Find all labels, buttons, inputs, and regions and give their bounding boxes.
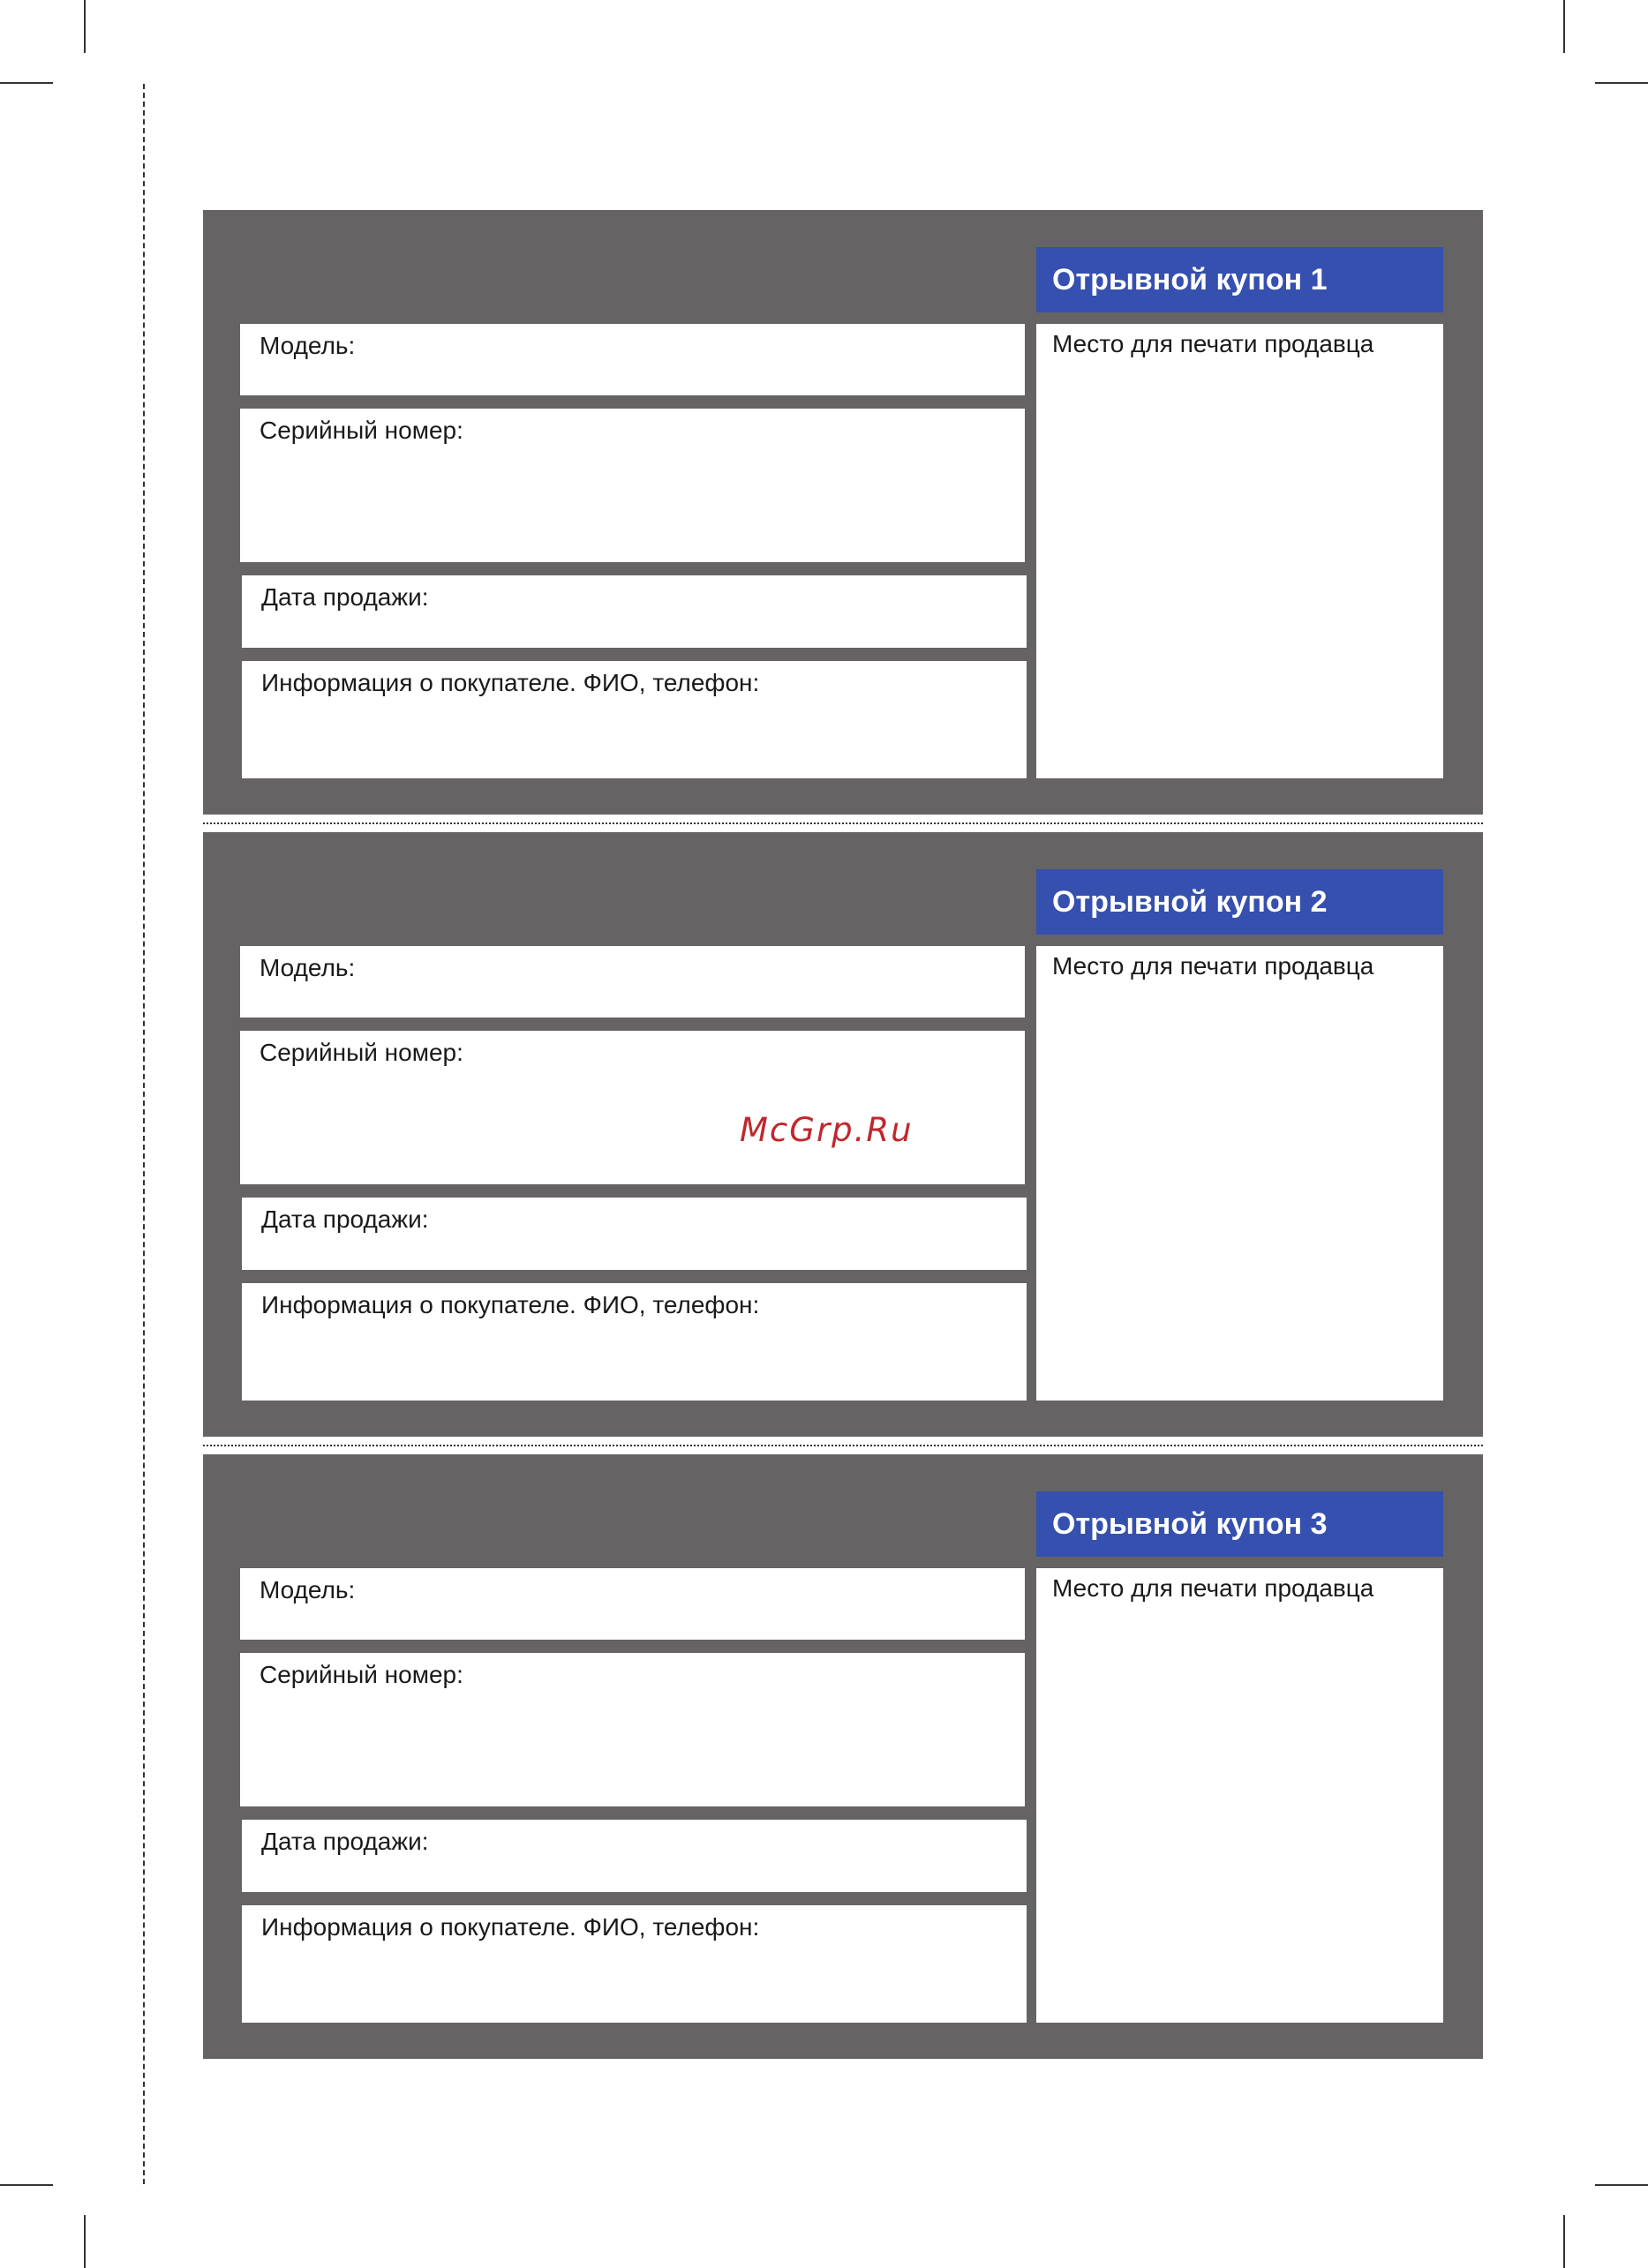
buyer-info-field[interactable] [242,661,1027,778]
buyer-info-field[interactable] [242,1283,1027,1401]
sale-date-field[interactable] [242,575,1027,648]
horizontal-cut-line-2 [203,1445,1483,1446]
serial-number-field[interactable] [240,409,1025,562]
model-label: Модель: [260,954,356,981]
model-label: Модель: [260,1576,356,1603]
seller-stamp-area [1036,1568,1443,2023]
seller-stamp-area [1036,324,1443,778]
crop-mark-top-right-h [1595,82,1648,84]
buyer-info-label: Информация о покупателе. ФИО, телефон: [261,669,760,696]
crop-mark-top-right [1563,0,1565,53]
model-field[interactable] [240,324,1025,395]
crop-mark-bottom-right-h [1595,2184,1648,2186]
seller-stamp-label: Место для печати продавца [1052,952,1374,980]
seller-stamp-label: Место для печати продавца [1052,330,1374,357]
buyer-info-label: Информация о покупателе. ФИО, телефон: [261,1291,760,1318]
coupon-1 [203,210,1483,815]
sale-date-label: Дата продажи: [261,1828,429,1855]
crop-mark-top-left-h [0,82,53,84]
buyer-info-label: Информация о покупателе. ФИО, телефон: [261,1913,760,1941]
coupon-title: Отрывной купон 1 [1036,247,1443,312]
coupon-3 [203,1454,1483,2059]
crop-mark-bottom-left-h [0,2184,53,2186]
seller-stamp-label: Место для печати продавца [1052,1574,1374,1602]
vertical-cut-line [143,84,145,2184]
model-field[interactable] [240,946,1025,1018]
model-label: Модель: [260,332,356,359]
crop-mark-bottom-left [84,2215,86,2268]
crop-mark-bottom-right [1563,2215,1565,2268]
model-field[interactable] [240,1568,1025,1640]
coupon-title: Отрывной купон 3 [1036,1491,1443,1557]
serial-number-label: Серийный номер: [260,1039,463,1066]
serial-number-field[interactable] [240,1031,1025,1184]
crop-mark-top-left [84,0,86,53]
serial-number-label: Серийный номер: [260,417,463,444]
serial-number-label: Серийный номер: [260,1661,463,1688]
seller-stamp-area [1036,946,1443,1401]
coupon-title: Отрывной купон 2 [1036,869,1443,935]
sale-date-label: Дата продажи: [261,583,429,611]
watermark: McGrp.Ru [740,1111,914,1149]
sale-date-field[interactable] [242,1820,1027,1892]
serial-number-field[interactable] [240,1653,1025,1806]
sale-date-label: Дата продажи: [261,1205,429,1233]
horizontal-cut-line-1 [203,822,1483,824]
buyer-info-field[interactable] [242,1905,1027,2023]
sale-date-field[interactable] [242,1198,1027,1270]
